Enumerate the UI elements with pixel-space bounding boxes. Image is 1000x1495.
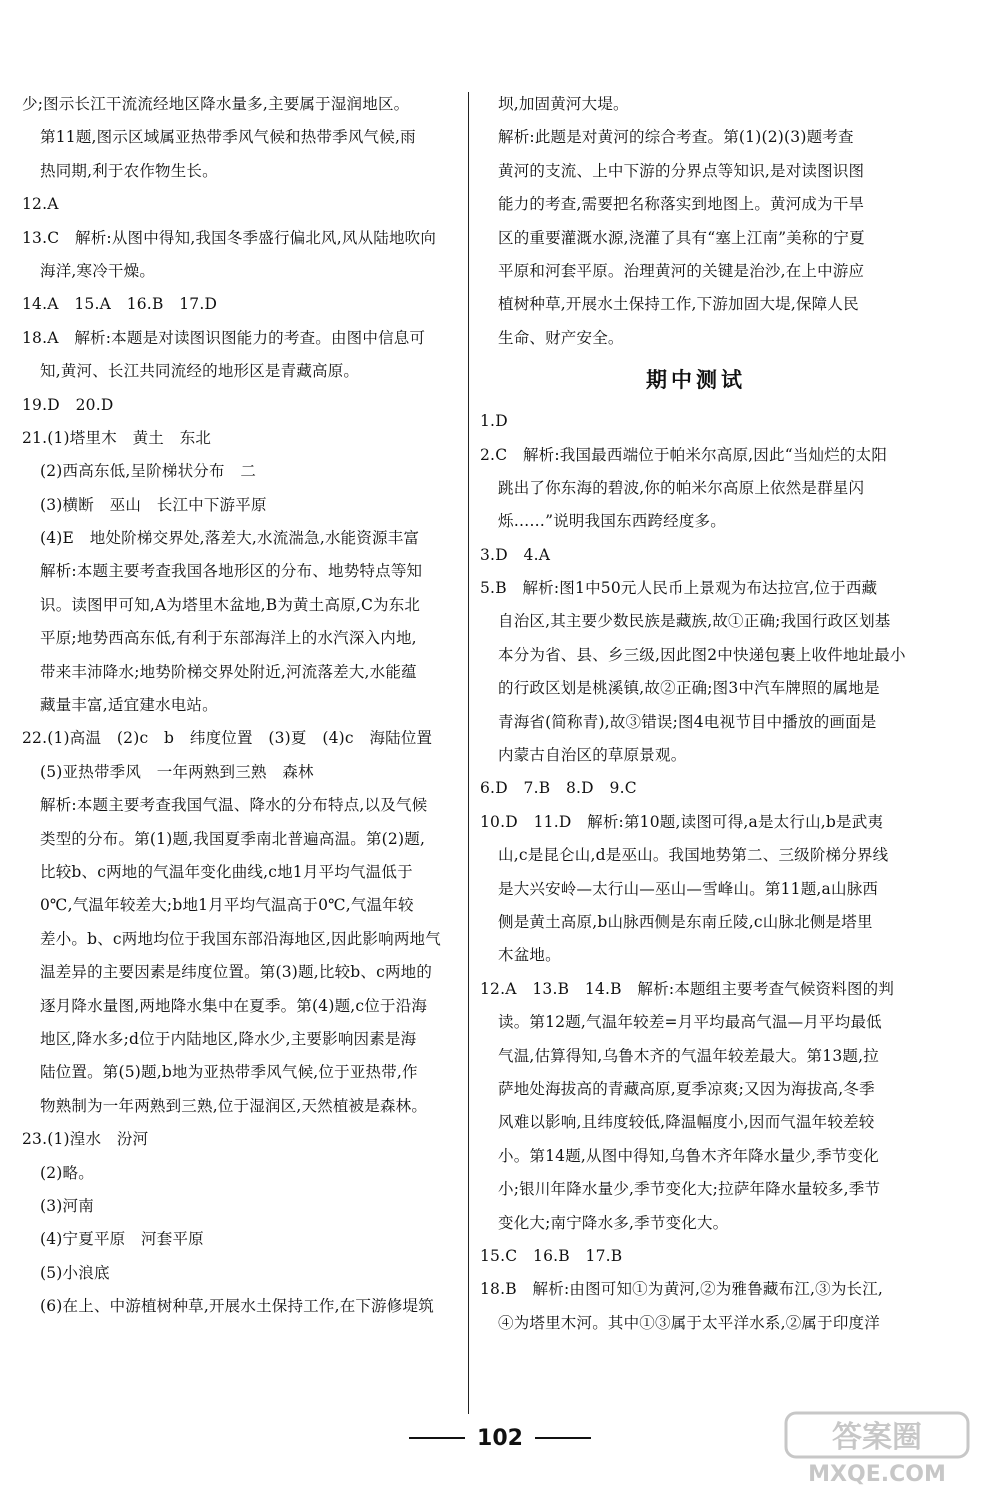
text-line: 陆位置。第(5)题,b地为亚热带季风气候,位于亚热带,作 <box>40 1063 418 1082</box>
analysis-line: 解析:本题主要考查我国各地形区的分布、地势特点等知 <box>40 562 423 581</box>
answer-line: 12.A <box>22 195 59 214</box>
text-line: (5)亚热带季风 一年两熟到三熟 森林 <box>40 762 314 781</box>
text-line: (4)E 地处阶梯交界处,落差大,水流湍急,水能资源丰富 <box>40 529 420 548</box>
text-line: 烁……”说明我国东西跨经度多。 <box>498 512 726 531</box>
text-line: 热同期,利于农作物生长。 <box>40 161 218 180</box>
right-column <box>480 88 912 1340</box>
text-line: 小。第14题,从图中得知,乌鲁木齐年降水量少,季节变化 <box>498 1146 879 1165</box>
answer-line: 6.D 7.B 8.D 9.C <box>480 779 637 798</box>
text-line: 平原;地势西高东低,有利于东部海洋上的水汽深入内地, <box>40 629 417 648</box>
text-line: 萨地处海拔高的青藏高原,夏季凉爽;又因为海拔高,冬季 <box>498 1079 875 1098</box>
text-line: 山,c是昆仑山,d是巫山。我国地势第二、三级阶梯分界线 <box>498 846 889 865</box>
answer-line: 1.D <box>480 412 508 431</box>
text-line: 平原和河套平原。治理黄河的关键是治沙,在上中游应 <box>498 261 865 280</box>
text-line: 比较b、c两地的气温年变化曲线,c地1月平均气温低于 <box>40 862 413 881</box>
answer-line: 12.A 13.B 14.B 解析:本题组主要考查气候资料图的判 <box>480 979 895 998</box>
text-line: 黄河的支流、上中下游的分界点等知识,是对读图识图 <box>498 161 865 180</box>
answer-line: 22.(1)高温 (2)c b 纬度位置 (3)夏 (4)c 海陆位置 <box>22 729 433 748</box>
text-line: (2)西高东低,呈阶梯状分布 二 <box>40 462 257 481</box>
text-line: 生命、财产安全。 <box>498 328 624 347</box>
answer-line: 14.A 15.A 16.B 17.D <box>22 295 218 314</box>
text-line: 内蒙古自治区的草原景观。 <box>498 746 687 765</box>
text-line: 的行政区划是桃溪镇,故②正确;图3中汽车牌照的属地是 <box>498 679 880 698</box>
text-line: 跳出了你东海的碧波,你的帕米尔高原上依然是群星闪 <box>498 478 865 497</box>
left-column <box>22 88 458 1323</box>
answer-line: 23.(1)湟水 汾河 <box>22 1130 149 1149</box>
text-line: 识。读图甲可知,A为塔里木盆地,B为黄土高原,C为东北 <box>40 595 421 614</box>
text-line: (4)宁夏平原 河套平原 <box>40 1230 204 1249</box>
text-line: 读。第12题,气温年较差=月平均最高气温—月平均最低 <box>498 1013 882 1032</box>
text-line: 植树种草,开展水土保持工作,下游加固大堤,保障人民 <box>498 295 859 314</box>
text-line: 差小。b、c两地均位于我国东部沿海地区,因此影响两地气 <box>40 929 441 948</box>
text-line: 气温,估算得知,乌鲁木齐的气温年较差最大。第13题,拉 <box>498 1046 879 1065</box>
footer-rule-right <box>535 1437 591 1439</box>
text-line: 少;图示长江干流流经地区降水量多,主要属于湿润地区。 <box>22 95 410 113</box>
text-line: 青海省(简称青),故③错误;图4电视节目中播放的画面是 <box>498 712 877 731</box>
answer-line: 21.(1)塔里木 黄土 东北 <box>22 428 212 447</box>
text-line: 逐月降水量图,两地降水集中在夏季。第(4)题,c位于沿海 <box>40 996 428 1015</box>
text-line: (6)在上、中游植树种草,开展水土保持工作,在下游修堤筑 <box>40 1297 434 1316</box>
text-line: 第11题,图示区域属亚热带季风气候和热带季风气候,雨 <box>40 128 416 147</box>
page-number: 102 <box>477 1425 523 1451</box>
text-line: 温差异的主要因素是纬度位置。第(3)题,比较b、c两地的 <box>40 963 433 982</box>
answer-line: 18.A 解析:本题是对读图识图能力的考查。由图中信息可 <box>22 328 426 347</box>
answer-line: 3.D 4.A <box>480 545 551 564</box>
text-line: 类型的分布。第(1)题,我国夏季南北普遍高温。第(2)题, <box>40 829 426 848</box>
text-line: 坝,加固黄河大堤。 <box>498 95 629 113</box>
watermark-top-text: 答案圈 <box>832 1420 922 1455</box>
watermark-bottom-text: MXQE.COM <box>808 1462 946 1487</box>
text-line: 小;银川年降水量少,季节变化大;拉萨年降水量较多,季节 <box>498 1180 881 1199</box>
analysis-line: 解析:本题主要考查我国气温、降水的分布特点,以及气候 <box>40 796 428 815</box>
text-line: 知,黄河、长江共同流经的地形区是青藏高原。 <box>40 362 360 381</box>
footer-rule-left <box>409 1437 465 1439</box>
column-divider <box>468 92 469 1414</box>
answer-line: 5.B 解析:图1中50元人民币上景观为布达拉宫,位于西藏 <box>480 579 878 598</box>
text-line: 能力的考查,需要把名称落实到地图上。黄河成为干旱 <box>498 195 865 214</box>
section-title: 期中测试 <box>646 368 746 393</box>
text-line: 变化大;南宁降水多,季节变化大。 <box>498 1213 729 1232</box>
text-line: 带来丰沛降水;地势阶梯交界处附近,河流落差大,水能蕴 <box>40 662 417 681</box>
text-line: ④为塔里木河。其中①③属于太平洋水系,②属于印度洋 <box>498 1313 880 1332</box>
text-line: 0℃,气温年较差大;b地1月平均气温高于0℃,气温年较 <box>40 896 414 915</box>
text-line: 地区,降水多;d位于内陆地区,降水少,主要影响因素是海 <box>40 1029 417 1048</box>
analysis-line: 解析:此题是对黄河的综合考查。第(1)(2)(3)题考查 <box>498 128 854 147</box>
answer-line: 19.D 20.D <box>22 395 114 414</box>
answer-line: 10.D 11.D 解析:第10题,读图可得,a是太行山,b是武夷 <box>480 812 884 831</box>
answer-line: 15.C 16.B 17.B <box>480 1246 623 1265</box>
text-line: (3)河南 <box>40 1196 94 1215</box>
text-line: (3)横断 巫山 长江中下游平原 <box>40 495 267 514</box>
text-line: 是大兴安岭—太行山—巫山—雪峰山。第11题,a山脉西 <box>498 879 879 898</box>
text-line: 藏量丰富,适宜建水电站。 <box>40 696 218 715</box>
text-line: 物熟制为一年两熟到三熟,位于湿润区,天然植被是森林。 <box>40 1096 428 1115</box>
text-line: 本分为省、县、乡三级,因此图2中快递包裹上收件地址最小 <box>498 645 906 664</box>
text-line: 木盆地。 <box>498 946 561 965</box>
text-line: 区的重要灌溉水源,浇灌了具有“塞上江南”美称的宁夏 <box>498 228 865 247</box>
answer-line: 13.C 解析:从图中得知,我国冬季盛行偏北风,风从陆地吹向 <box>22 228 437 247</box>
text-line: 风难以影响,且纬度较低,降温幅度小,因而气温年较差较 <box>498 1113 875 1132</box>
text-line: 侧是黄土高原,b山脉西侧是东南丘陵,c山脉北侧是塔里 <box>498 912 873 931</box>
text-line: 海洋,寒冷干燥。 <box>40 261 156 280</box>
answer-line: 18.B 解析:由图可知①为黄河,②为雅鲁藏布江,③为长江, <box>480 1280 884 1299</box>
text-line: (5)小浪底 <box>40 1263 110 1282</box>
text-line: 自治区,其主要少数民族是藏族,故①正确;我国行政区划基 <box>498 612 891 631</box>
answer-line: 2.C 解析:我国最西端位于帕米尔高原,因此“当灿烂的太阳 <box>480 445 888 464</box>
watermark-logo <box>782 1407 972 1487</box>
text-line: (2)略。 <box>40 1163 94 1182</box>
